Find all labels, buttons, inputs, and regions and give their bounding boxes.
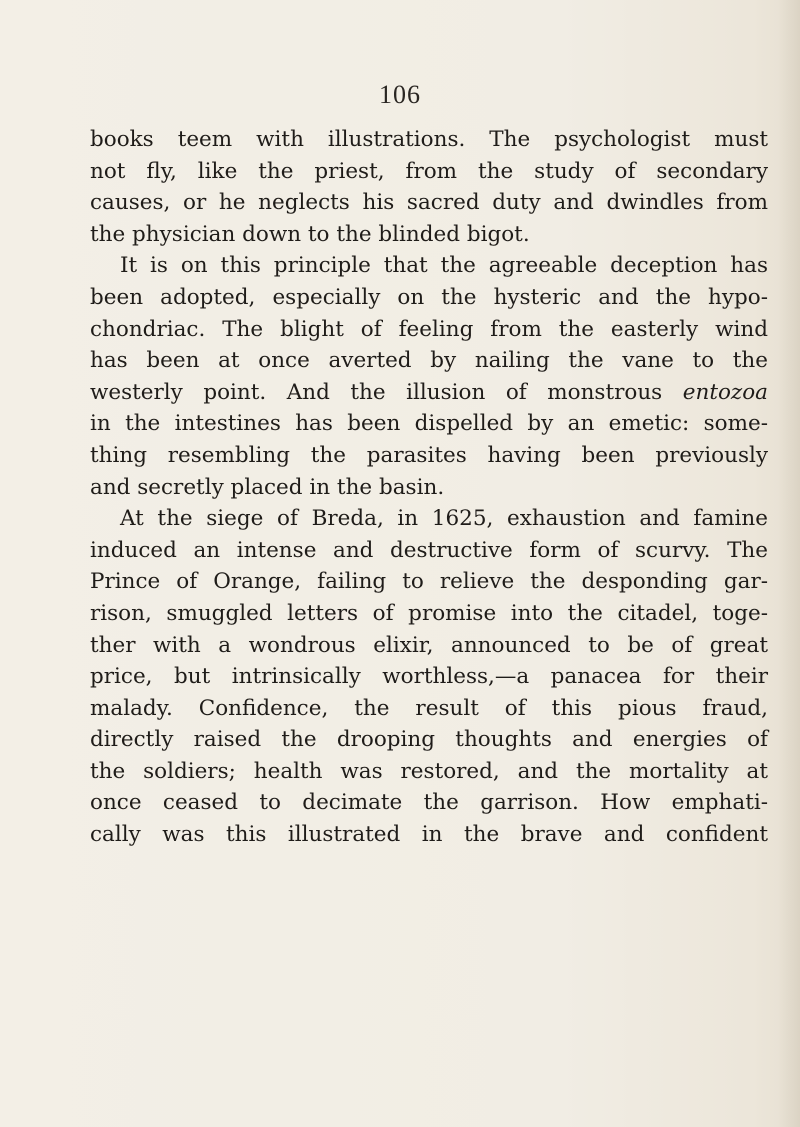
text-line: rison, smuggled letters of promise into the citadel, toge- — [90, 600, 768, 626]
text-line: induced an intense and destructive form of scurvy. The — [90, 537, 768, 563]
text-line: once ceased to decimate the garrison. How emphati- — [90, 790, 768, 816]
text-line: has been at once averted by nailing the vane to the — [90, 348, 768, 374]
text-line: not fly, like the priest, from the study of secondary — [90, 158, 768, 184]
text-segment: westerly point. And the illusion of monstrous — [90, 379, 663, 405]
text-line: books teem with illustrations. The psychologist must — [90, 127, 768, 152]
paragraph-1 — [90, 124, 780, 250]
page-edge-shadow — [778, 0, 800, 1127]
text-line: Prince of Orange, failing to relieve the desponding gar- — [90, 569, 768, 595]
text-line-with-italic — [90, 377, 768, 409]
text-line: chondriac. The blight of feeling from the easterly wind — [90, 316, 768, 342]
text-line: malady. Confidence, the result of this pious fraud, — [90, 695, 768, 721]
text-line: and secretly placed in the basin. — [90, 474, 445, 500]
text-line: causes, or he neglects his sacred duty and dwindles from — [90, 190, 768, 216]
italic-term: entozoa — [682, 379, 768, 405]
text-line: At the siege of Breda, in 1625, exhaustion and famine — [120, 506, 768, 532]
text-line: the physician down to the blinded bigot. — [90, 221, 530, 247]
text-line: the soldiers; health was restored, and the mortality at — [90, 758, 768, 784]
text-line: in the intestines has been dispelled by an emetic: some- — [90, 411, 768, 437]
page-number: 106 — [379, 80, 421, 109]
text-line: directly raised the drooping thoughts and energies of — [90, 727, 768, 753]
text-line: ther with a wondrous elixir, announced to be of great — [90, 632, 768, 658]
text-line: It is on this principle that the agreeable deception has — [120, 253, 768, 279]
paragraph-2 — [90, 250, 780, 503]
text-line: cally was this illustrated in the brave and confident — [90, 822, 768, 848]
text-line: price, but intrinsically worthless,—a panacea for their — [90, 664, 768, 690]
body-text — [90, 124, 780, 851]
text-line: thing resembling the parasites having been previously — [90, 442, 768, 468]
text-line: been adopted, especially on the hysteric and the hypo- — [90, 284, 768, 310]
paragraph-3 — [90, 503, 780, 851]
